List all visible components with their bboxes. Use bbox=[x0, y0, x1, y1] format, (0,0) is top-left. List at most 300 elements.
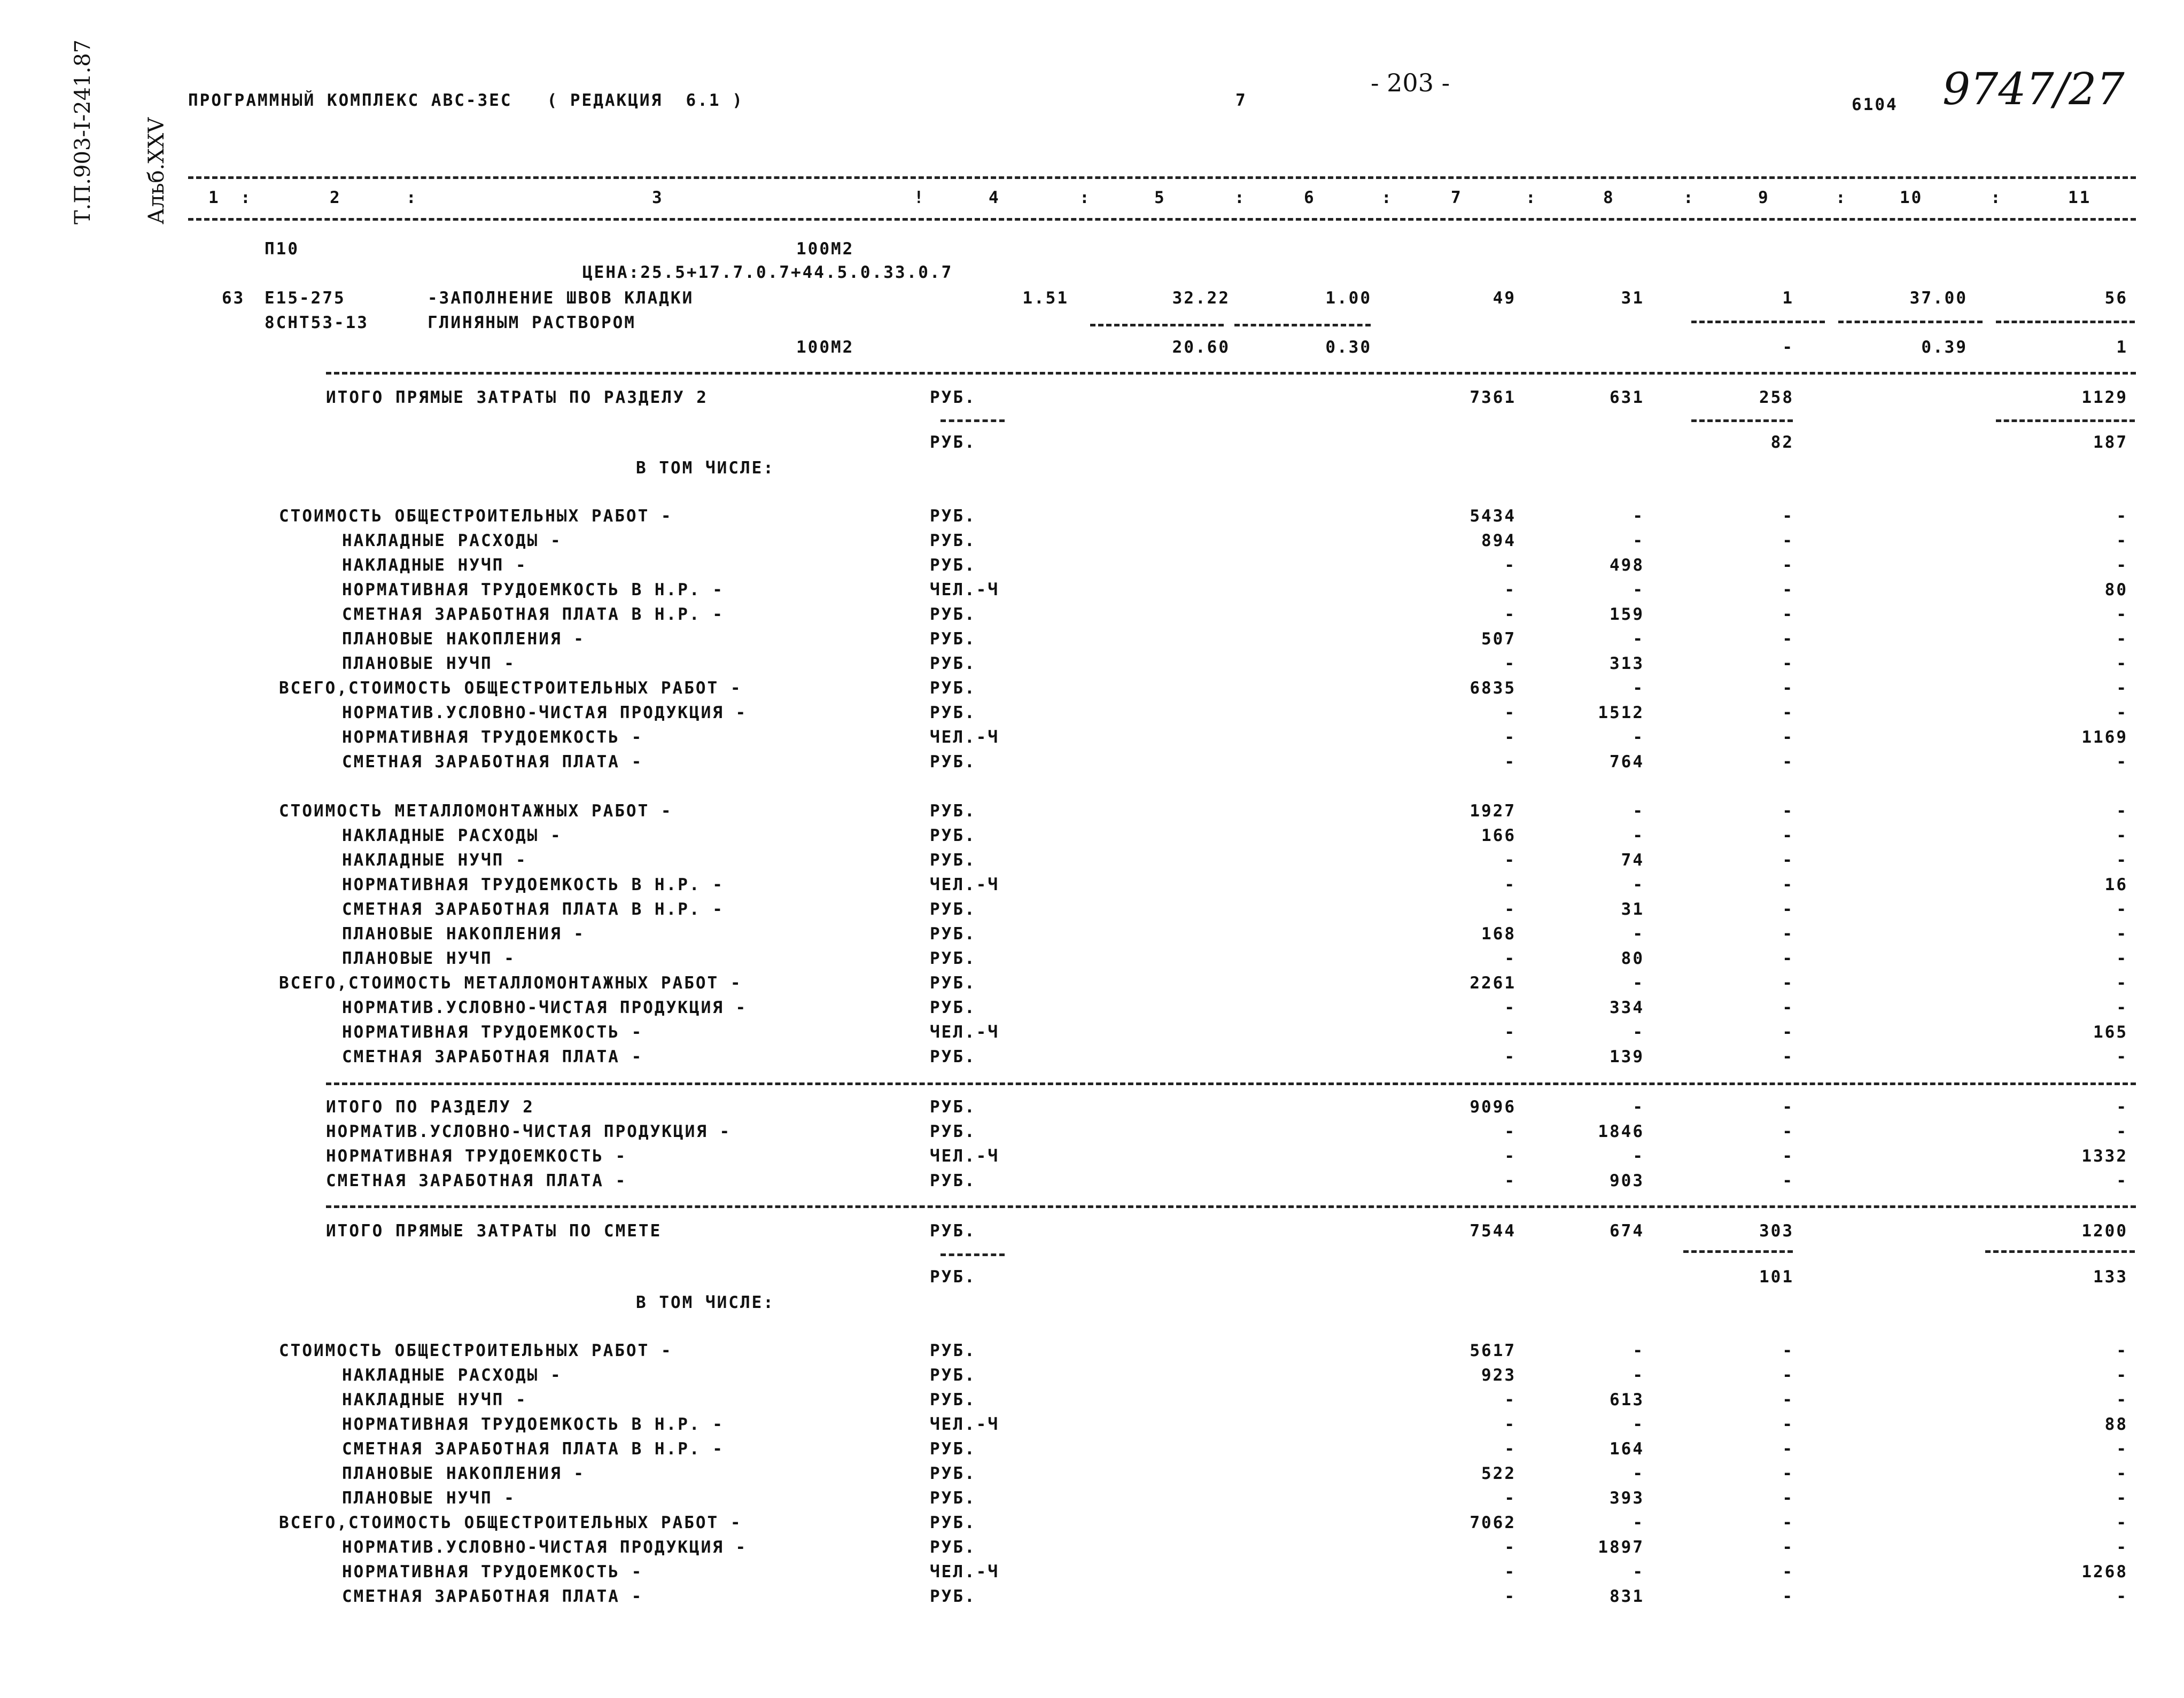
row-col11: - bbox=[2116, 851, 2128, 870]
row-col7: 1927 bbox=[1470, 801, 1516, 821]
row-col9: - bbox=[1782, 1439, 1794, 1459]
row-col11: - bbox=[2116, 531, 2128, 550]
row-col8: 139 bbox=[1610, 1047, 1644, 1066]
col-8: 8 bbox=[1603, 188, 1615, 207]
row-col7: - bbox=[1504, 752, 1516, 772]
table-row bbox=[0, 1390, 2184, 1412]
table-row bbox=[0, 949, 2184, 970]
table-row bbox=[0, 507, 2184, 528]
row-col8: 1512 bbox=[1598, 703, 1644, 722]
row-label: НАКЛАДНЫЕ НУЧП - bbox=[342, 556, 527, 575]
row-col8: 334 bbox=[1610, 998, 1644, 1017]
row-unit: РУБ. bbox=[930, 851, 976, 870]
row-col7: - bbox=[1504, 949, 1516, 968]
entry-col11b: 1 bbox=[2116, 338, 2128, 357]
entry-col10b: 0.39 bbox=[1921, 338, 1968, 357]
entry-rule-9 bbox=[1691, 321, 1825, 323]
table-row bbox=[0, 388, 2184, 409]
row-label: НАКЛАДНЫЕ РАСХОДЫ - bbox=[342, 531, 562, 550]
row-col7: - bbox=[1504, 605, 1516, 624]
row-col7: - bbox=[1504, 1562, 1516, 1582]
table-row bbox=[0, 1464, 2184, 1485]
row-col9: - bbox=[1782, 728, 1794, 747]
row-col8: - bbox=[1633, 1415, 1644, 1434]
row-col8: - bbox=[1633, 580, 1644, 599]
table-row bbox=[0, 1293, 2184, 1314]
col-sep: : bbox=[1526, 188, 1537, 207]
row-col8: 74 bbox=[1621, 851, 1644, 870]
row-unit: РУБ. bbox=[930, 1366, 976, 1385]
entry-rule-11 bbox=[1996, 321, 2135, 323]
row-col8: - bbox=[1633, 875, 1644, 894]
row-col9: - bbox=[1782, 1341, 1794, 1360]
row-label: НАКЛАДНЫЕ РАСХОДЫ - bbox=[342, 826, 562, 845]
row-col9: - bbox=[1782, 973, 1794, 993]
row-label: ПЛАНОВЫЕ НАКОПЛЕНИЯ - bbox=[342, 1464, 585, 1483]
row-label: СМЕТНАЯ ЗАРАБОТНАЯ ПЛАТА - bbox=[326, 1171, 627, 1190]
row-col8: 159 bbox=[1610, 605, 1644, 624]
row-col8: - bbox=[1633, 679, 1644, 698]
row-col8: 764 bbox=[1610, 752, 1644, 772]
table-row bbox=[0, 605, 2184, 626]
row-col11: - bbox=[2116, 1489, 2128, 1508]
entry-price-formula: ЦЕНА:25.5+17.7.0.7+44.5.0.33.0.7 bbox=[582, 263, 953, 282]
row-col11: - bbox=[2116, 924, 2128, 944]
row-col9: - bbox=[1782, 1147, 1794, 1166]
row-label: НАКЛАДНЫЕ НУЧП - bbox=[342, 1390, 527, 1409]
col-7: 7 bbox=[1451, 188, 1463, 207]
row-col9: - bbox=[1782, 924, 1794, 944]
row-label: В ТОМ ЧИСЛЕ: bbox=[636, 458, 775, 478]
row-unit: РУБ. bbox=[930, 1390, 976, 1409]
row-unit: ЧЕЛ.-Ч bbox=[930, 1415, 999, 1434]
table-row bbox=[0, 556, 2184, 577]
row-label: СМЕТНАЯ ЗАРАБОТНАЯ ПЛАТА В Н.Р. - bbox=[342, 605, 724, 624]
row-label: НАКЛАДНЫЕ НУЧП - bbox=[342, 851, 527, 870]
row-col8: - bbox=[1633, 924, 1644, 944]
table-row bbox=[0, 433, 2184, 454]
row-label: СТОИМОСТЬ ОБЩЕСТРОИТЕЛЬНЫХ РАБОТ - bbox=[279, 507, 673, 526]
margin-line-1: Т.П.903-I-241.87 bbox=[71, 39, 95, 224]
row-col11: 88 bbox=[2104, 1415, 2128, 1434]
row-unit: РУБ. bbox=[930, 433, 976, 452]
row-col8: 1897 bbox=[1598, 1538, 1644, 1557]
row-col7: - bbox=[1504, 1390, 1516, 1409]
row-col11: - bbox=[2116, 703, 2128, 722]
col-6: 6 bbox=[1304, 188, 1316, 207]
row-col11: 80 bbox=[2104, 580, 2128, 599]
entry-name-1: -ЗАПОЛНЕНИЕ ШВОВ КЛАДКИ bbox=[428, 289, 694, 308]
row-label: ПЛАНОВЫЕ НУЧП - bbox=[342, 1489, 516, 1508]
col-sep: : bbox=[1836, 188, 1847, 207]
table-row bbox=[0, 1047, 2184, 1069]
row-col8: - bbox=[1633, 1147, 1644, 1166]
row-col9: - bbox=[1782, 629, 1794, 649]
table-row bbox=[0, 801, 2184, 823]
entry-base: 8СНТ53-13 bbox=[265, 313, 369, 332]
row-unit: РУБ. bbox=[930, 556, 976, 575]
table-row bbox=[0, 752, 2184, 774]
handwritten-number: 9747/27 bbox=[1942, 64, 2125, 115]
row-col9: - bbox=[1782, 1171, 1794, 1190]
row-col9: - bbox=[1782, 949, 1794, 968]
row-col8: 498 bbox=[1610, 556, 1644, 575]
row-col7: 5617 bbox=[1470, 1341, 1516, 1360]
row-col9: - bbox=[1782, 580, 1794, 599]
col-9: 9 bbox=[1758, 188, 1770, 207]
rule-header-bottom bbox=[188, 218, 2136, 221]
row-col9: 258 bbox=[1759, 388, 1794, 407]
row-col11: - bbox=[2116, 1122, 2128, 1141]
row-col7: - bbox=[1504, 1538, 1516, 1557]
entry-col9b: - bbox=[1782, 338, 1794, 357]
row-col11: - bbox=[2116, 900, 2128, 919]
row-col8: - bbox=[1633, 531, 1644, 550]
row-unit: РУБ. bbox=[930, 949, 976, 968]
table-row bbox=[0, 1562, 2184, 1584]
row-col7: - bbox=[1504, 1489, 1516, 1508]
row-col8: - bbox=[1633, 728, 1644, 747]
row-unit: РУБ. bbox=[930, 1513, 976, 1532]
table-row bbox=[0, 1023, 2184, 1044]
row-col7: - bbox=[1504, 703, 1516, 722]
row-label: СМЕТНАЯ ЗАРАБОТНАЯ ПЛАТА - bbox=[342, 1047, 643, 1066]
entry-col6a: 1.00 bbox=[1325, 289, 1372, 308]
row-label: СМЕТНАЯ ЗАРАБОТНАЯ ПЛАТА В Н.Р. - bbox=[342, 1439, 724, 1459]
table-row bbox=[0, 1489, 2184, 1510]
row-col7: 507 bbox=[1481, 629, 1516, 649]
row-col11: - bbox=[2116, 1097, 2128, 1117]
row-col7: - bbox=[1504, 998, 1516, 1017]
row-col7: - bbox=[1504, 654, 1516, 673]
row-col11: 1200 bbox=[2081, 1221, 2128, 1241]
row-col7: 923 bbox=[1481, 1366, 1516, 1385]
row-col9: - bbox=[1782, 703, 1794, 722]
row-label: СМЕТНАЯ ЗАРАБОТНАЯ ПЛАТА - bbox=[342, 752, 643, 772]
row-label: НОРМАТИВНАЯ ТРУДОЕМКОСТЬ - bbox=[342, 1023, 643, 1042]
entry-name-2: ГЛИНЯНЫМ РАСТВОРОМ bbox=[428, 313, 636, 332]
row-label: НОРМАТИВНАЯ ТРУДОЕМКОСТЬ В Н.Р. - bbox=[342, 1415, 724, 1434]
entry-rule-5 bbox=[1090, 324, 1224, 326]
row-unit: РУБ. bbox=[930, 1464, 976, 1483]
table-row bbox=[0, 1267, 2184, 1289]
row-col8: - bbox=[1633, 801, 1644, 821]
row-col7: - bbox=[1504, 875, 1516, 894]
doc-code: 6104 bbox=[1852, 95, 1898, 114]
row-col7: 894 bbox=[1481, 531, 1516, 550]
row-col11: 133 bbox=[2093, 1267, 2128, 1287]
row-col9: - bbox=[1782, 1489, 1794, 1508]
row-label: НОРМАТИВ.УСЛОВНО-ЧИСТАЯ ПРОДУКЦИЯ - bbox=[342, 703, 748, 722]
row-col9: - bbox=[1782, 826, 1794, 845]
table-row bbox=[0, 851, 2184, 872]
row-col11: 165 bbox=[2093, 1023, 2128, 1042]
table-row bbox=[0, 924, 2184, 946]
table-row bbox=[0, 1122, 2184, 1143]
col-10: 10 bbox=[1900, 188, 1923, 207]
row-col11: - bbox=[2116, 629, 2128, 649]
row-col8: 164 bbox=[1610, 1439, 1644, 1459]
row-unit: РУБ. bbox=[930, 1267, 976, 1287]
row-col11: - bbox=[2116, 801, 2128, 821]
row-col7: - bbox=[1504, 1587, 1516, 1606]
entry-col10a: 37.00 bbox=[1909, 289, 1968, 308]
row-col11: - bbox=[2116, 1341, 2128, 1360]
row-label: НОРМАТИВ.УСЛОВНО-ЧИСТАЯ ПРОДУКЦИЯ - bbox=[342, 998, 748, 1017]
col-sep: ! bbox=[914, 188, 926, 207]
row-label: В ТОМ ЧИСЛЕ: bbox=[636, 1293, 775, 1312]
col-sep: : bbox=[1079, 188, 1091, 207]
row-col8: 831 bbox=[1610, 1587, 1644, 1606]
table-row bbox=[0, 679, 2184, 700]
row-col8: - bbox=[1633, 1464, 1644, 1483]
entry-col5b: 20.60 bbox=[1172, 338, 1230, 357]
row-col8: 613 bbox=[1610, 1390, 1644, 1409]
row-col11: - bbox=[2116, 752, 2128, 772]
row-col9: - bbox=[1782, 998, 1794, 1017]
row-col7: 5434 bbox=[1470, 507, 1516, 526]
row-col9: - bbox=[1782, 679, 1794, 698]
row-unit: РУБ. bbox=[930, 1122, 976, 1141]
col-4: 4 bbox=[989, 188, 1000, 207]
entry-col8: 31 bbox=[1621, 289, 1644, 308]
row-col9: - bbox=[1782, 851, 1794, 870]
row-unit: РУБ. bbox=[930, 1097, 976, 1117]
row-col8: - bbox=[1633, 1341, 1644, 1360]
row-col7: 166 bbox=[1481, 826, 1516, 845]
program-title: ПРОГРАММНЫЙ КОМПЛЕКС АВС-3ЕС ( РЕДАКЦИЯ 6.1 ) bbox=[188, 91, 744, 110]
col-5: 5 bbox=[1154, 188, 1166, 207]
table-row bbox=[0, 531, 2184, 552]
row-label: НОРМАТИВНАЯ ТРУДОЕМКОСТЬ В Н.Р. - bbox=[342, 875, 724, 894]
entry-unit: 100М2 bbox=[796, 239, 854, 259]
table-row bbox=[0, 900, 2184, 921]
row-col8: 674 bbox=[1610, 1221, 1644, 1241]
rule-sub-units bbox=[941, 419, 1005, 422]
row-label: НАКЛАДНЫЕ РАСХОДЫ - bbox=[342, 1366, 562, 1385]
row-unit: РУБ. bbox=[930, 1221, 976, 1241]
table-row bbox=[0, 654, 2184, 675]
row-col11: - bbox=[2116, 1366, 2128, 1385]
row-label: ПЛАНОВЫЕ НАКОПЛЕНИЯ - bbox=[342, 924, 585, 944]
row-unit: РУБ. bbox=[930, 531, 976, 550]
row-col9: - bbox=[1782, 531, 1794, 550]
row-label: ПЛАНОВЫЕ НУЧП - bbox=[342, 654, 516, 673]
row-col7: 9096 bbox=[1470, 1097, 1516, 1117]
row-col7: - bbox=[1504, 1439, 1516, 1459]
table-row bbox=[0, 1513, 2184, 1535]
entry-code: Е15-275 bbox=[265, 289, 346, 308]
row-col11: - bbox=[2116, 507, 2128, 526]
row-col11: - bbox=[2116, 605, 2128, 624]
row-unit: РУБ. bbox=[930, 801, 976, 821]
row-unit: РУБ. bbox=[930, 924, 976, 944]
table-row bbox=[0, 973, 2184, 995]
col-11: 11 bbox=[2068, 188, 2092, 207]
row-unit: РУБ. bbox=[930, 1489, 976, 1508]
row-col11: - bbox=[2116, 826, 2128, 845]
table-row bbox=[0, 1415, 2184, 1436]
entry-col11a: 56 bbox=[2104, 289, 2128, 308]
row-unit: РУБ. bbox=[930, 679, 976, 698]
row-col11: - bbox=[2116, 679, 2128, 698]
table-row bbox=[0, 728, 2184, 749]
col-3: 3 bbox=[652, 188, 664, 207]
table-row bbox=[0, 629, 2184, 651]
row-col11: 1332 bbox=[2081, 1147, 2128, 1166]
row-col9: - bbox=[1782, 507, 1794, 526]
row-col9: - bbox=[1782, 1390, 1794, 1409]
rule-sub-9 bbox=[1691, 419, 1793, 422]
row-col7: - bbox=[1504, 900, 1516, 919]
row-col7: - bbox=[1504, 1122, 1516, 1141]
col-1: 1 bbox=[208, 188, 220, 207]
row-unit: РУБ. bbox=[930, 629, 976, 649]
row-unit: ЧЕЛ.-Ч bbox=[930, 728, 999, 747]
row-col9: - bbox=[1782, 1047, 1794, 1066]
row-col9: - bbox=[1782, 1587, 1794, 1606]
col-sep: : bbox=[406, 188, 418, 207]
col-2: 2 bbox=[330, 188, 341, 207]
row-unit: РУБ. bbox=[930, 1171, 976, 1190]
row-col11: - bbox=[2116, 1513, 2128, 1532]
row-col11: - bbox=[2116, 1047, 2128, 1066]
row-label: НОРМАТИВНАЯ ТРУДОЕМКОСТЬ - bbox=[342, 728, 643, 747]
row-col11: - bbox=[2116, 1390, 2128, 1409]
row-label: ВСЕГО,СТОИМОСТЬ ОБЩЕСТРОИТЕЛЬНЫХ РАБОТ - bbox=[279, 1513, 742, 1532]
row-label: СТОИМОСТЬ МЕТАЛЛОМОНТАЖНЫХ РАБОТ - bbox=[279, 801, 673, 821]
table-row bbox=[0, 1171, 2184, 1193]
row-col7: - bbox=[1504, 1047, 1516, 1066]
row-unit: ЧЕЛ.-Ч bbox=[930, 1023, 999, 1042]
row-label: ВСЕГО,СТОИМОСТЬ МЕТАЛЛОМОНТАЖНЫХ РАБОТ - bbox=[279, 973, 742, 993]
rule-sub-9-2 bbox=[1683, 1250, 1793, 1253]
rule-sub-units-2 bbox=[941, 1253, 1005, 1256]
table-row bbox=[0, 826, 2184, 847]
row-unit: РУБ. bbox=[930, 752, 976, 772]
row-unit: ЧЕЛ.-Ч bbox=[930, 875, 999, 894]
row-col9: 101 bbox=[1759, 1267, 1794, 1287]
row-col7: - bbox=[1504, 1147, 1516, 1166]
row-unit: РУБ. bbox=[930, 388, 976, 407]
col-sep: : bbox=[1991, 188, 2002, 207]
row-unit: РУБ. bbox=[930, 1538, 976, 1557]
row-col9: - bbox=[1782, 1366, 1794, 1385]
row-unit: РУБ. bbox=[930, 973, 976, 993]
row-col8: - bbox=[1633, 629, 1644, 649]
row-label: НОРМАТИВ.УСЛОВНО-ЧИСТАЯ ПРОДУКЦИЯ - bbox=[342, 1538, 748, 1557]
entry-rule-10 bbox=[1838, 321, 1983, 323]
row-col7: 2261 bbox=[1470, 973, 1516, 993]
row-col11: 16 bbox=[2104, 875, 2128, 894]
row-label: СМЕТНАЯ ЗАРАБОТНАЯ ПЛАТА - bbox=[342, 1587, 643, 1606]
entry-rule-6 bbox=[1234, 324, 1371, 326]
row-col7: - bbox=[1504, 1023, 1516, 1042]
row-col9: 82 bbox=[1770, 433, 1794, 452]
entry-col7: 49 bbox=[1493, 289, 1516, 308]
row-col8: - bbox=[1633, 507, 1644, 526]
col-sep: : bbox=[1381, 188, 1393, 207]
row-label: НОРМАТИВ.УСЛОВНО-ЧИСТАЯ ПРОДУКЦИЯ - bbox=[326, 1122, 732, 1141]
row-unit: РУБ. bbox=[930, 826, 976, 845]
table-row bbox=[0, 703, 2184, 725]
row-unit: РУБ. bbox=[930, 703, 976, 722]
page-number: - 203 - bbox=[1371, 68, 1450, 97]
entry-col5a: 32.22 bbox=[1172, 289, 1230, 308]
rule-before-razdel-total bbox=[326, 1082, 2136, 1085]
row-col9: - bbox=[1782, 1513, 1794, 1532]
row-col11: - bbox=[2116, 1464, 2128, 1483]
row-col11: 1268 bbox=[2081, 1562, 2128, 1582]
row-label: ПЛАНОВЫЕ НАКОПЛЕНИЯ - bbox=[342, 629, 585, 649]
row-unit: ЧЕЛ.-Ч bbox=[930, 1147, 999, 1166]
row-col9: - bbox=[1782, 900, 1794, 919]
row-col9: - bbox=[1782, 1562, 1794, 1582]
row-label: ИТОГО ПРЯМЫЕ ЗАТРАТЫ ПО РАЗДЕЛУ 2 bbox=[326, 388, 708, 407]
table-row bbox=[0, 875, 2184, 897]
col-sep: : bbox=[240, 188, 252, 207]
row-col11: 1129 bbox=[2081, 388, 2128, 407]
row-col8: - bbox=[1633, 973, 1644, 993]
row-col8: 903 bbox=[1610, 1171, 1644, 1190]
row-col11: - bbox=[2116, 556, 2128, 575]
row-col9: - bbox=[1782, 1122, 1794, 1141]
table-row bbox=[0, 1439, 2184, 1461]
row-col7: 522 bbox=[1481, 1464, 1516, 1483]
row-col8: 393 bbox=[1610, 1489, 1644, 1508]
row-col9: - bbox=[1782, 752, 1794, 772]
entry-qty: 1.51 bbox=[1022, 289, 1069, 308]
row-label: ИТОГО ПО РАЗДЕЛУ 2 bbox=[326, 1097, 534, 1117]
row-unit: РУБ. bbox=[930, 998, 976, 1017]
rule-before-section-total bbox=[326, 372, 2136, 375]
row-col9: - bbox=[1782, 1023, 1794, 1042]
rule-sub-11 bbox=[1996, 419, 2135, 422]
entry-col6b: 0.30 bbox=[1325, 338, 1372, 357]
table-row bbox=[0, 1366, 2184, 1387]
table-row bbox=[0, 1341, 2184, 1362]
row-col9: - bbox=[1782, 1415, 1794, 1434]
row-col8: - bbox=[1633, 826, 1644, 845]
row-unit: РУБ. bbox=[930, 654, 976, 673]
table-row bbox=[0, 998, 2184, 1019]
row-col8: - bbox=[1633, 1562, 1644, 1582]
row-unit: РУБ. bbox=[930, 1439, 976, 1459]
row-col8: - bbox=[1633, 1097, 1644, 1117]
row-col7: - bbox=[1504, 851, 1516, 870]
row-col11: 187 bbox=[2093, 433, 2128, 452]
row-col7: - bbox=[1504, 1415, 1516, 1434]
table-row bbox=[0, 580, 2184, 602]
row-col7: - bbox=[1504, 580, 1516, 599]
row-unit: РУБ. bbox=[930, 1047, 976, 1066]
row-col7: 168 bbox=[1481, 924, 1516, 944]
row-unit: РУБ. bbox=[930, 1587, 976, 1606]
row-label: ИТОГО ПРЯМЫЕ ЗАТРАТЫ ПО СМЕТЕ bbox=[326, 1221, 662, 1241]
row-col11: - bbox=[2116, 1171, 2128, 1190]
row-unit: ЧЕЛ.-Ч bbox=[930, 1562, 999, 1582]
row-unit: РУБ. bbox=[930, 900, 976, 919]
row-label: ПЛАНОВЫЕ НУЧП - bbox=[342, 949, 516, 968]
rule-top bbox=[188, 176, 2136, 179]
col-sep: : bbox=[1234, 188, 1246, 207]
table-row bbox=[0, 1587, 2184, 1608]
row-col11: - bbox=[2116, 1538, 2128, 1557]
row-unit: ЧЕЛ.-Ч bbox=[930, 580, 999, 599]
row-col7: 7544 bbox=[1470, 1221, 1516, 1241]
row-col8: 313 bbox=[1610, 654, 1644, 673]
column-header bbox=[0, 188, 2184, 209]
